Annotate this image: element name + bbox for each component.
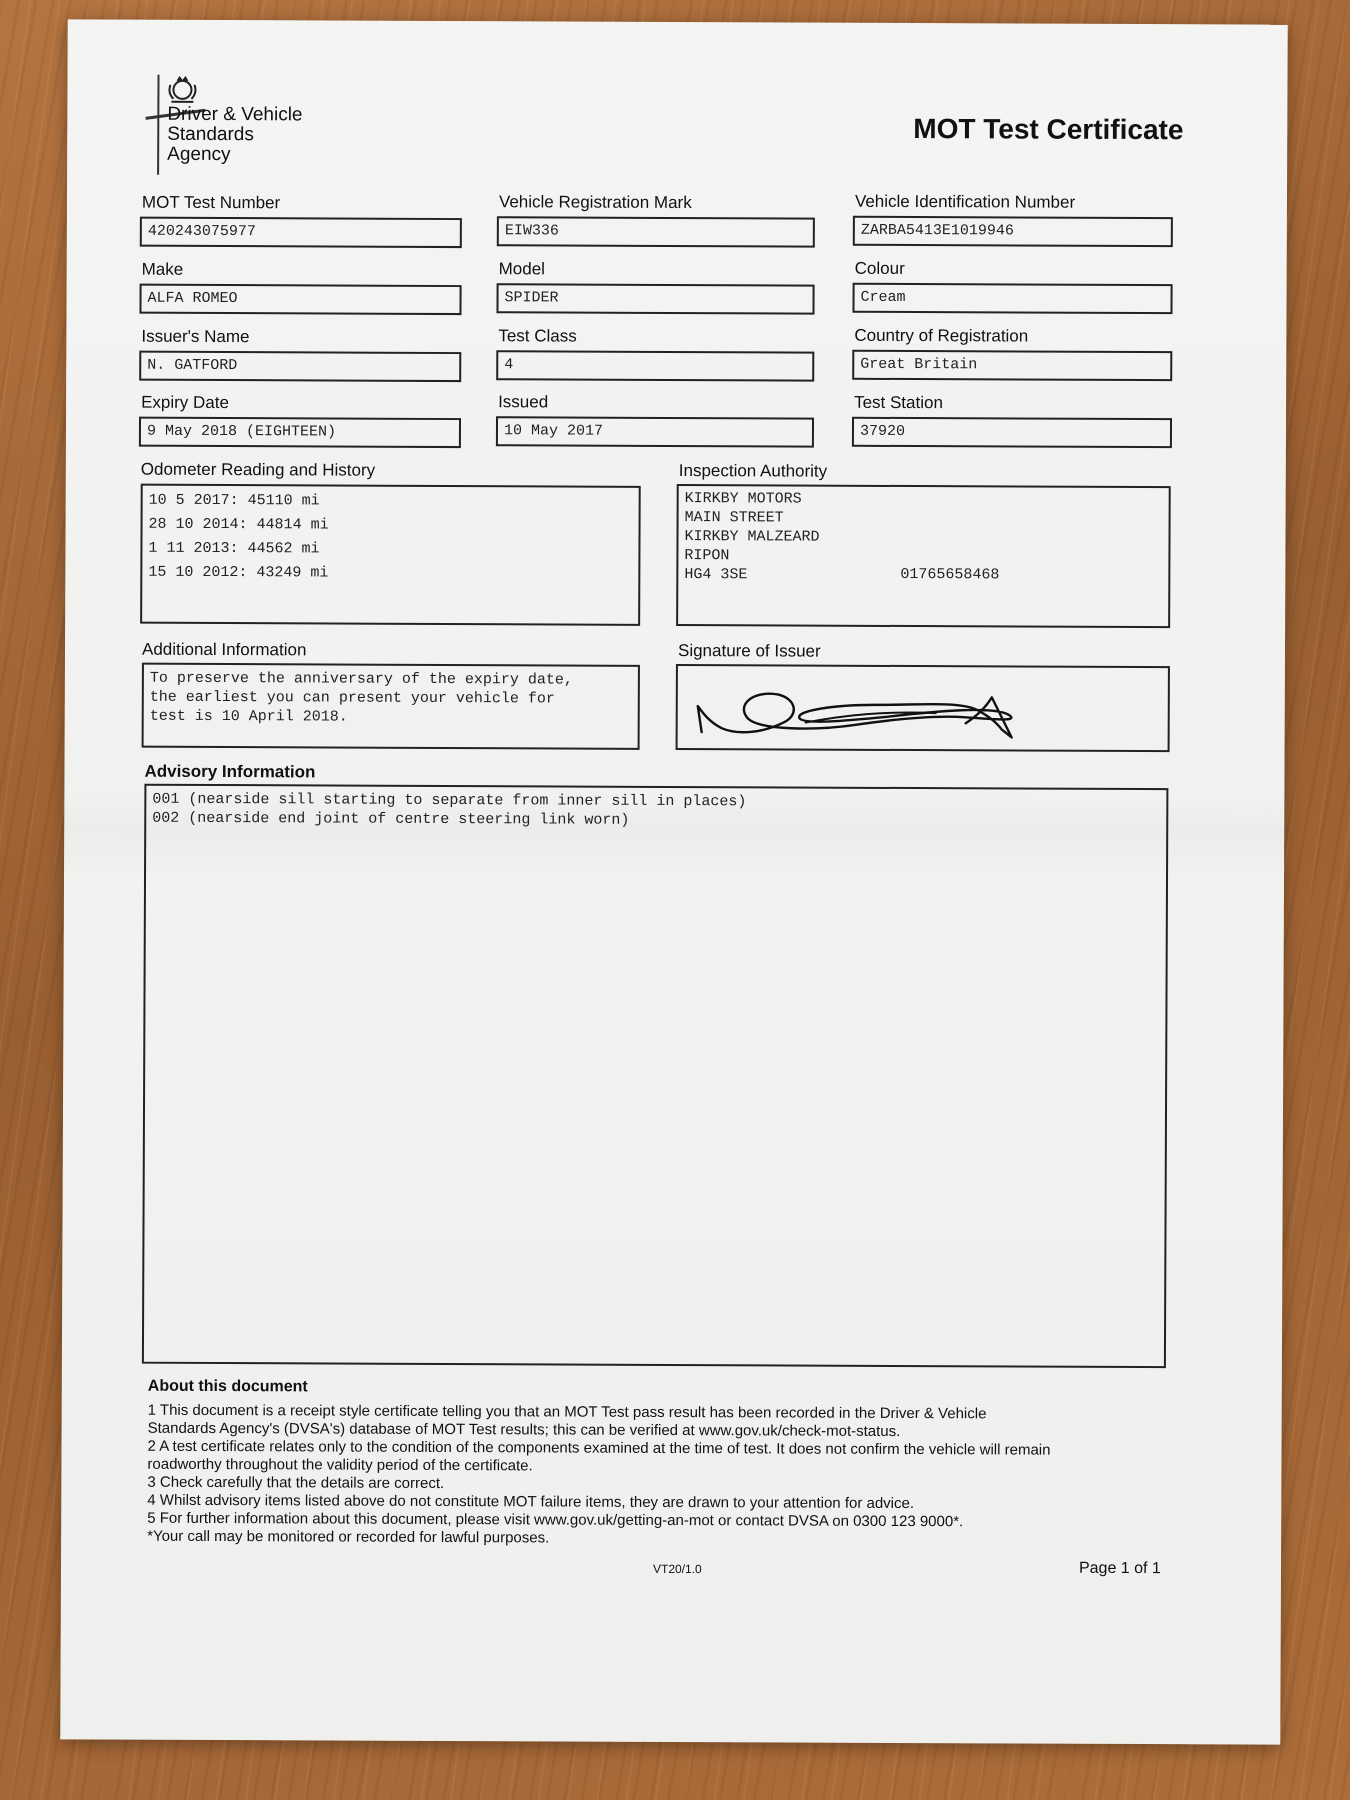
registration-mark-label: Vehicle Registration Mark	[498, 192, 692, 213]
additional-info-line: To preserve the anniversary of the expiry date,	[149, 669, 573, 689]
page-title: MOT Test Certificate	[913, 113, 1184, 146]
crest-icon	[165, 75, 199, 105]
odometer-entry: 10 5 2017: 45110 mi	[148, 491, 320, 510]
page-number: Page 1 of 1	[1078, 1559, 1161, 1578]
make-label: Make	[141, 259, 184, 279]
about-point: Standards Agency's (DVSA's) database of MOT Test results; this can be verified at www.gov.uk/check-mot-status.	[147, 1419, 901, 1440]
about-point: 2 A test certificate relates only to the condition of the components examined at the time of test. It does not confirm the vehicle will remain	[147, 1437, 1051, 1459]
dvsa-logo	[157, 75, 307, 176]
about-point: *Your call may be monitored or recorded for lawful purposes.	[147, 1527, 550, 1547]
advisory-item: 001 (nearside sill starting to separate from inner sill in places)	[152, 790, 747, 811]
authority-line: KIRKBY MOTORS	[684, 490, 802, 508]
signature-label: Signature of Issuer	[677, 641, 821, 661]
model-label: Model	[498, 259, 546, 279]
authority-line: MAIN STREET	[684, 509, 784, 527]
form-code: VT20/1.0	[652, 1561, 702, 1577]
vin-label: Vehicle Identification Number	[854, 191, 1076, 212]
signature-scribble-icon	[696, 674, 1026, 745]
about-point: 3 Check carefully that the details are correct.	[147, 1473, 445, 1493]
mot-test-number-label: MOT Test Number	[141, 192, 281, 213]
country-label: Country of Registration	[854, 325, 1029, 346]
country-field: Great Britain	[852, 350, 1172, 381]
vin-field: ZARBA5413E1019946	[853, 216, 1173, 247]
additional-info-line: test is 10 April 2018.	[149, 707, 348, 726]
registration-mark-field: EIW336	[497, 216, 815, 247]
advisory-box	[142, 784, 1169, 1368]
test-station-field: 37920	[852, 417, 1172, 448]
logo-rule	[157, 75, 159, 175]
issued-field: 10 May 2017	[496, 416, 814, 447]
issued-label: Issued	[498, 392, 549, 412]
certificate-paper	[60, 19, 1287, 1744]
about-point: 4 Whilst advisory items listed above do not constitute MOT failure items, they are drawn to your attention for advice.	[147, 1491, 915, 1513]
odometer-label: Odometer Reading and History	[140, 459, 376, 480]
authority-line: HG4 3SE	[684, 566, 748, 584]
agency-line-3: Agency	[167, 143, 231, 166]
about-heading: About this document	[147, 1377, 308, 1396]
issuer-name-field: N. GATFORD	[139, 351, 461, 382]
colour-field: Cream	[852, 283, 1172, 314]
about-point: roadworthy throughout the validity period of the certificate.	[147, 1455, 533, 1475]
agency-line-2: Standards	[167, 123, 254, 146]
odometer-box	[140, 484, 641, 626]
agency-line-1: Driver & Vehicle	[167, 103, 303, 126]
about-point: 5 For further information about this document, please visit www.gov.uk/getting-an-mot or contact DVSA on 0300 123 9000*.	[147, 1509, 964, 1531]
test-station-label: Test Station	[854, 392, 943, 413]
inspection-authority-label: Inspection Authority	[678, 461, 828, 481]
colour-label: Colour	[854, 258, 905, 279]
advisory-label: Advisory Information	[144, 761, 316, 782]
authority-phone: 01765658468	[900, 565, 1000, 584]
additional-info-line: the earliest you can present your vehicle for	[149, 688, 555, 708]
odometer-entry: 1 11 2013: 44562 mi	[148, 539, 320, 558]
advisory-item: 002 (nearside end joint of centre steering link worn)	[152, 809, 630, 829]
authority-line: RIPON	[684, 547, 730, 565]
model-field: SPIDER	[496, 283, 814, 314]
expiry-date-field: 9 May 2018 (EIGHTEEN)	[139, 417, 461, 448]
additional-info-label: Additional Information	[141, 639, 307, 660]
expiry-date-label: Expiry Date	[141, 392, 230, 413]
about-point: 1 This document is a receipt style certificate telling you that an MOT Test pass result has been recorded in the Driver & Vehicle	[147, 1401, 987, 1423]
odometer-entry: 28 10 2014: 44814 mi	[148, 515, 329, 534]
additional-info-box	[142, 663, 640, 750]
signature-box	[676, 664, 1170, 752]
make-field: ALFA ROMEO	[139, 284, 461, 315]
about-section	[147, 1378, 1188, 1551]
mot-test-number-field: 420243075977	[140, 217, 462, 248]
test-class-field: 4	[496, 350, 814, 381]
issuer-name-label: Issuer's Name	[141, 326, 250, 347]
test-class-label: Test Class	[498, 326, 577, 346]
odometer-entry: 15 10 2012: 43249 mi	[148, 563, 329, 582]
authority-line: KIRKBY MALZEARD	[684, 528, 820, 546]
inspection-authority-box	[676, 484, 1171, 628]
